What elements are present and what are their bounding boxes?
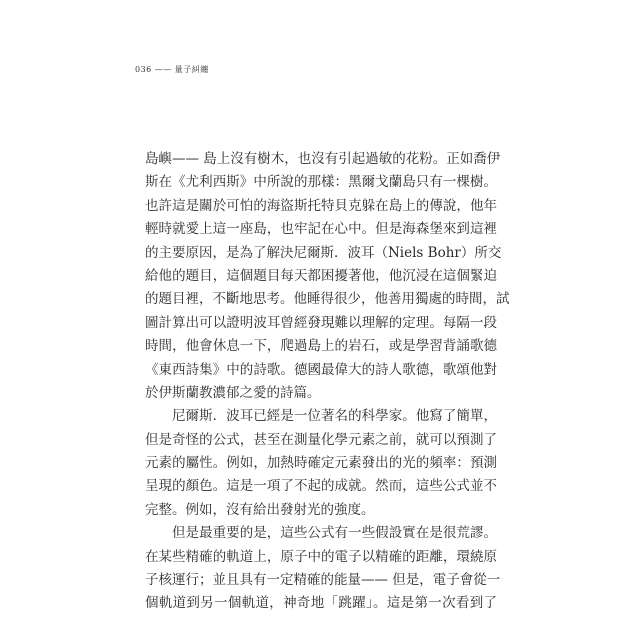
text-line: 輕時就愛上這一座島，也牢記在心中。但是海森堡來到這裡 bbox=[145, 221, 497, 238]
text-line: 完整。例如，沒有給出發射光的強度。 bbox=[145, 501, 375, 518]
text-line: 尼爾斯．波耳已經是一位著名的科學家。他寫了簡單， bbox=[172, 408, 497, 425]
header-separator: —— bbox=[154, 65, 172, 74]
text-line: 元素的屬性。例如，加熱時確定元素發出的光的頻率：預測 bbox=[145, 455, 497, 472]
text-line: 但是最重要的是，這些公式有一些假設實在是很荒謬。 bbox=[172, 525, 497, 542]
text-line: 圖計算出可以證明波耳曾經發現難以理解的定理。每隔一段 bbox=[145, 314, 497, 331]
text-line: 子核運行；並且具有一定精確的能量—— 但是，電子會從一 bbox=[145, 572, 501, 589]
text-line: 給他的題目，這個題目每天都困擾著他，他沉浸在這個緊迫 bbox=[145, 267, 497, 284]
page-number: 036 bbox=[135, 65, 152, 74]
text-line: 但是奇怪的公式，甚至在測量化學元素之前，就可以預測了 bbox=[145, 431, 497, 448]
text-line: 斯在《尤利西斯》中所說的那樣：黑爾戈蘭島只有一棵樹。 bbox=[145, 174, 497, 191]
text-line: 個軌道到另一個軌道，神奇地「跳躍」。這是第一次看到了 bbox=[145, 595, 497, 612]
text-line: 呈現的顏色。這是一項了不起的成就。然而，這些公式並不 bbox=[145, 478, 497, 495]
body-text bbox=[145, 148, 510, 616]
text-line: 的題目裡，不斷地思考。他睡得很少，他善用獨處的時間，試 bbox=[145, 291, 510, 308]
text-line: 時間，他會休息一下，爬過島上的岩石，或是學習背誦歌德 bbox=[145, 338, 497, 355]
text-line: 於伊斯蘭教濃郁之愛的詩篇。 bbox=[145, 384, 321, 401]
text-line: 在某些精確的軌道上，原子中的電子以精確的距離，環繞原 bbox=[145, 548, 497, 565]
text-line: 的主要原因，是為了解決尼爾斯．波耳（Niels Bohr）所交 bbox=[145, 244, 502, 261]
text-line: 《東西詩集》中的詩歌。德國最偉大的詩人歌德，歌頌他對 bbox=[145, 361, 497, 378]
text-line: 也許這是關於可怕的海盜斯托特貝克躲在島上的傳說，他年 bbox=[145, 197, 497, 214]
text-line: 島嶼—— 島上沒有樹木，也沒有引起過敏的花粉。正如喬伊 bbox=[145, 151, 501, 167]
book-title: 量子糾纏 bbox=[174, 65, 209, 74]
running-head bbox=[135, 64, 209, 75]
